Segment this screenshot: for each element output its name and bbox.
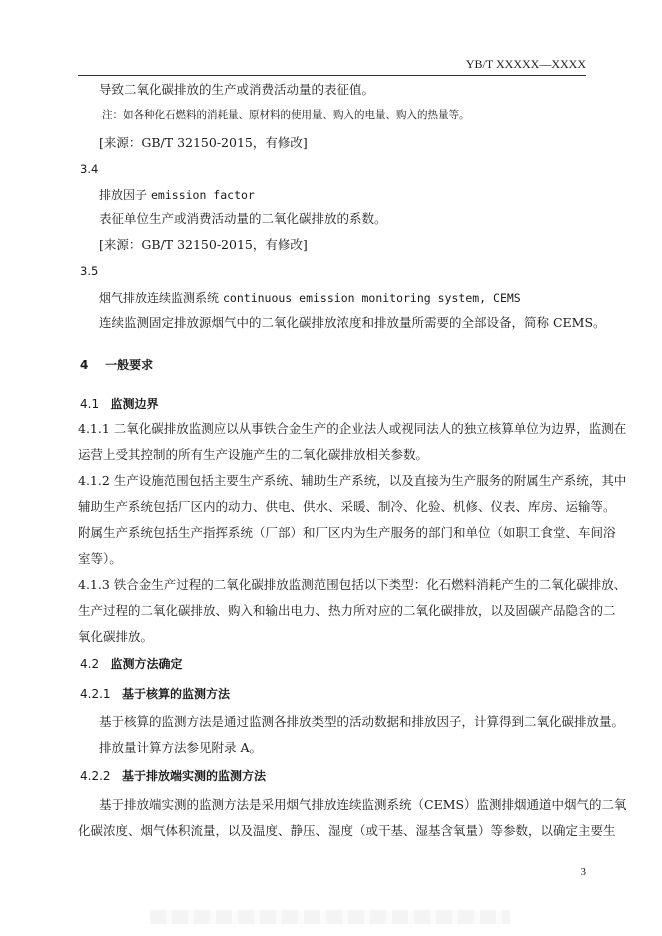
term-chinese: 排放因子	[99, 188, 148, 202]
paragraph-line: 排放量计算方法参见附录 A。	[99, 740, 263, 755]
section-number: 4.1	[80, 397, 100, 411]
paragraph-line: 室等）。	[78, 551, 122, 566]
paragraph-line: 基于排放端实测的监测方法是采用烟气排放连续监测系统（CEMS）监测排烟通道中烟气的二氧	[99, 797, 627, 812]
paragraph-line: 运营上受其控制的所有生产设施产生的二氧化碳排放相关参数。	[78, 447, 429, 462]
paragraph-line: 附属生产系统包括生产指挥系统（厂部）和厂区内为生产服务的部门和单位（如职工食堂、车间浴	[78, 525, 616, 540]
section-title: 监测边界	[110, 397, 159, 411]
note-text: 注：如各种化石燃料的消耗量、原材料的使用量、购入的电量、购入的热量等。	[102, 109, 470, 121]
source-citation: [来源：GB/T 32150-2015，有修改]	[99, 135, 308, 150]
subsection-title: 基于核算的监测方法	[122, 687, 231, 701]
section-number: 3.5	[80, 264, 99, 278]
chapter-title: 一般要求	[105, 358, 154, 372]
paragraph-line: 基于核算的监测方法是通过监测各排放类型的活动数据和排放因子，计算得到二氧化碳排放量。	[99, 714, 625, 729]
term-heading	[99, 292, 521, 305]
section-number: 3.4	[80, 162, 99, 176]
paragraph-line: 4.1.1 二氧化碳排放监测应以从事铁合金生产的企业法人或视同法人的独立核算单位为边界，监测在	[78, 421, 627, 436]
paragraph-line: 4.1.3 铁合金生产过程的二氧化碳排放监测范围包括以下类型：化石燃料消耗产生的二氧化碳排放、	[78, 577, 627, 592]
subsection-heading	[80, 770, 266, 782]
term-english: emission factor	[151, 188, 255, 202]
source-citation: [来源：GB/T 32150-2015，有修改]	[99, 237, 308, 252]
paragraph-line: 氧化碳排放。	[78, 629, 154, 644]
paragraph-line: 生产过程的二氧化碳排放、购入和输出电力、热力所对应的二氧化碳排放，以及固碳产品隐含的二	[78, 603, 616, 618]
definition-text: 连续监测固定排放源烟气中的二氧化碳排放浓度和排放量所需要的全部设备，简称 CEMS。	[99, 315, 606, 330]
definition-text: 导致二氧化碳排放的生产或消费活动量的表征值。	[99, 82, 375, 97]
subsection-number: 4.2.2	[80, 769, 111, 783]
subsection-title: 基于排放端实测的监测方法	[122, 769, 267, 783]
subsection-heading	[80, 688, 230, 700]
paragraph-line: 辅助生产系统包括厂区内的动力、供电、供水、采暖、制冷、化验、机修、仪表、库房、运输等。	[78, 499, 616, 514]
term-chinese: 烟气排放连续监测系统	[99, 291, 220, 305]
definition-text: 表征单位生产或消费活动量的二氧化碳排放的系数。	[99, 211, 387, 226]
header-rule	[78, 75, 586, 76]
chapter-number: 4	[80, 358, 89, 372]
subsection-number: 4.2.1	[80, 687, 111, 701]
section-number: 4.2	[80, 657, 100, 671]
watermark	[150, 910, 510, 924]
page-number: 3	[580, 866, 586, 878]
term-heading	[99, 189, 255, 202]
paragraph-line: 4.1.2 生产设施范围包括主要生产系统、辅助生产系统，以及直接为生产服务的附属生产系统，其中	[78, 473, 627, 488]
paragraph-line: 化碳浓度、烟气体积流量，以及温度、静压、湿度（或干基、湿基含氧量）等参数，以确定主要生	[78, 823, 616, 838]
section-heading	[80, 658, 183, 670]
term-english: continuous emission monitoring system, CEMS	[223, 291, 521, 305]
page-header-code: YB/T XXXXX—XXXX	[465, 57, 586, 71]
chapter-heading	[80, 359, 153, 371]
section-heading	[80, 398, 159, 410]
section-title: 监测方法确定	[110, 657, 183, 671]
